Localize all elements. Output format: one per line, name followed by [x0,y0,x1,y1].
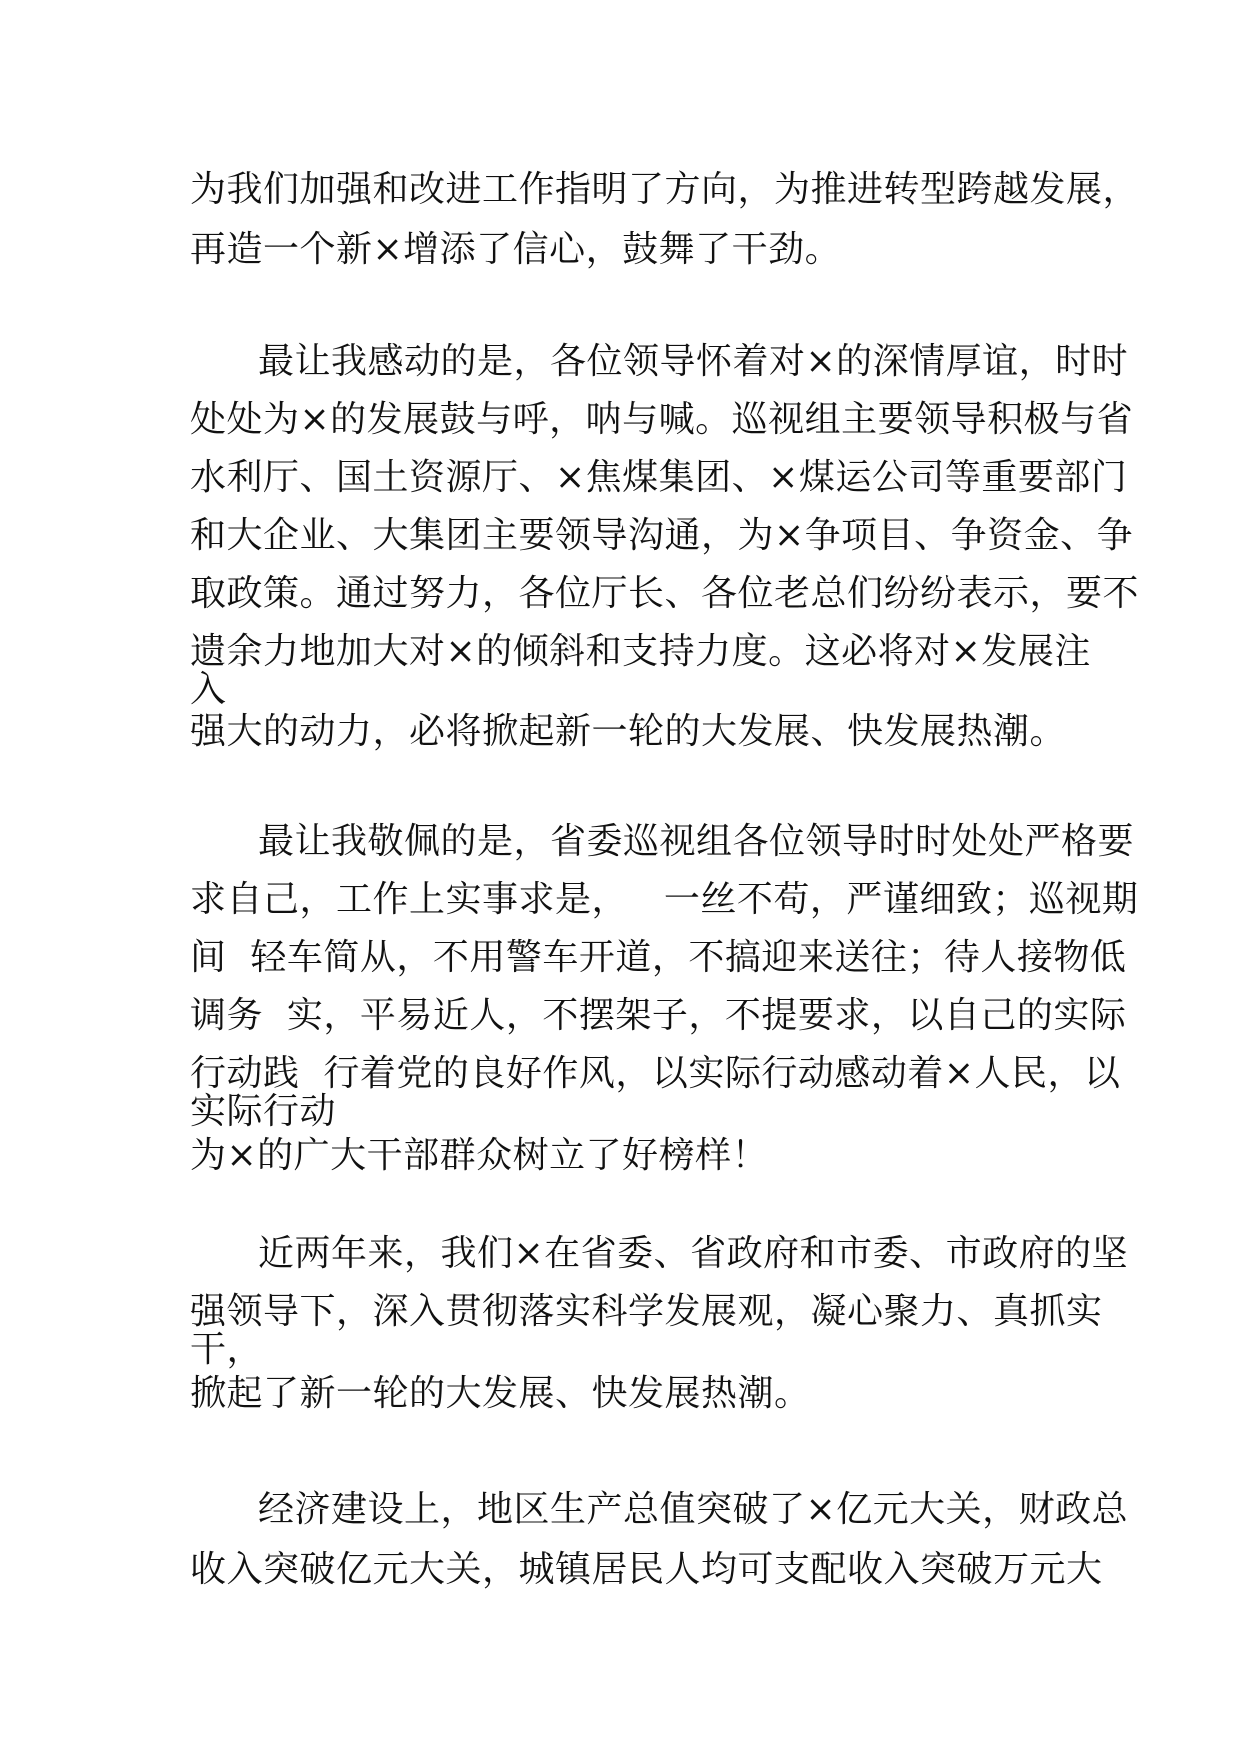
paragraph-3-line-7: 为×的广大干部群众树立了好榜样！ [190,1135,769,1176]
paragraph-1-line-1: 为我们加强和改进工作指明了方向，为推进转型跨越发展， [190,169,1140,210]
paragraph-5-line-2: 收入突破亿元大关，城镇居民人均可支配收入突破万元大 [190,1549,1103,1590]
paragraph-3-line-6: 实际行动 [190,1091,337,1132]
paragraph-2-line-4: 和大企业、大集团主要领导沟通，为×争项目、争资金、争 [190,515,1134,556]
paragraph-1-line-2: 再造一个新×增添了信心，鼓舞了干劲。 [190,229,842,270]
paragraph-4-line-2: 强领导下，深入贯彻落实科学发展观，凝心聚力、真抓实 [190,1291,1103,1332]
paragraph-2-line-5: 取政策。通过努力，各位厅长、各位老总们纷纷表示，要不 [190,573,1140,614]
paragraph-3-line-5: 行动践 行着党的良好作风，以实际行动感动着×人民，以 [190,1053,1121,1094]
paragraph-5-line-1: 经济建设上，地区生产总值突破了×亿元大关，财政总 [258,1489,1129,1530]
paragraph-2-line-2: 处处为×的发展鼓与呼，呐与喊。巡视组主要领导积极与省 [190,399,1134,440]
paragraph-3-line-2: 求自己，工作上实事求是， 一丝不苟，严谨细致；巡视期 [190,879,1139,920]
paragraph-2-line-8: 强大的动力，必将掀起新一轮的大发展、快发展热潮。 [190,711,1067,752]
paragraph-2-line-6: 遗余力地加大对×的倾斜和支持力度。这必将对×发展注 [190,631,1091,672]
paragraph-2-line-1: 最让我感动的是，各位领导怀着对×的深情厚谊，时时 [258,341,1129,382]
paragraph-2-line-3: 水利厅、国土资源厅、×焦煤集团、×煤运公司等重要部门 [190,457,1128,498]
paragraph-4-line-3: 干， [190,1329,264,1370]
paragraph-3-line-3: 间 轻车简从，不用警车开道，不搞迎来送往；待人接物低 [190,937,1127,978]
paragraph-3-line-1: 最让我敬佩的是，省委巡视组各位领导时时处处严格要 [258,821,1135,862]
paragraph-3-line-4: 调务 实，平易近人，不摆架子，不提要求，以自己的实际 [190,995,1127,1036]
paragraph-2-line-7: 入 [190,669,227,710]
paragraph-4-line-4: 掀起了新一轮的大发展、快发展热潮。 [190,1373,811,1414]
paragraph-4-line-1: 近两年来，我们×在省委、省政府和市委、市政府的坚 [258,1233,1129,1274]
